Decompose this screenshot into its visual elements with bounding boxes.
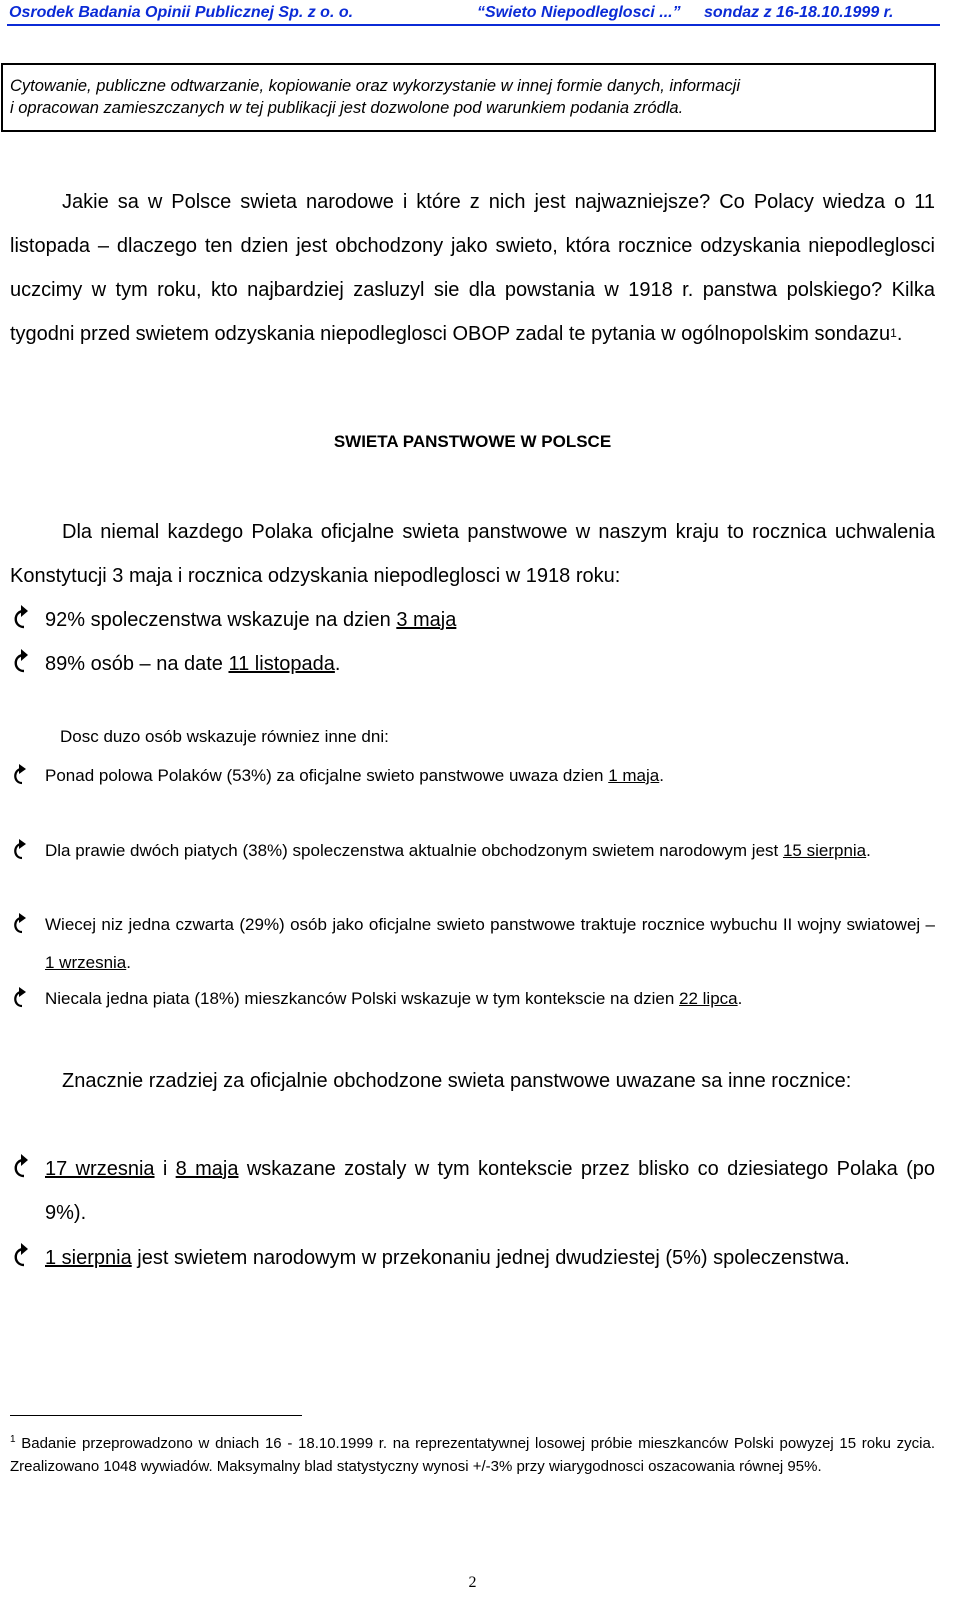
notice-line-1: Cytowanie, publiczne odtwarzanie, kopiowanie oraz wykorzystanie w innej formie danych, informacji bbox=[10, 77, 741, 95]
curved-arrow-right-icon bbox=[10, 832, 34, 870]
other-days-intro: Dosc duzo osób wskazuje równiez inne dni: bbox=[60, 727, 389, 746]
footnote bbox=[10, 1432, 935, 1478]
notice-line-2: i opracowan zamieszczanych w tej publikacji jest dozwolone pod warunkiem podania zródla. bbox=[10, 99, 684, 117]
list-item: 17 wrzesnia i 8 maja wskazane zostaly w tym kontekscie przez blisko co dziesiatego Polaka (po 9%). bbox=[10, 1147, 935, 1235]
curved-arrow-right-icon bbox=[10, 906, 34, 944]
intro-paragraph: Jakie sa w Polsce swieta narodowe i które z nich jest najwazniejsze? Co Polacy wiedza o 11 listopada – dlaczego ten dzien jest obchodzony jako swieto, która rocznice odzyskania niepodleglosci uczcimy w tym roku, kto najbardziej zasluzyl sie dla powstania w 1918 r. panstwa polskiego? Kilka tygodni przed swietem odzyskania niepodleglosci OBOP zadal te pytania w ogólnopolskim sondazu$^1$. bbox=[10, 191, 935, 345]
curved-arrow-right-icon bbox=[10, 1236, 34, 1280]
header-rule bbox=[7, 24, 940, 26]
list-item: Ponad polowa Polaków (53%) za oficjalne swieto panstwowe uwaza dzien 1 maja. bbox=[10, 757, 935, 795]
section-heading: SWIETA PANSTWOWE W POLSCE bbox=[333, 432, 612, 451]
page-number: 2 bbox=[468, 1574, 477, 1591]
curved-arrow-right-icon bbox=[10, 598, 34, 642]
curved-arrow-right-icon bbox=[10, 980, 34, 1018]
list-item: Wiecej niz jedna czwarta (29%) osób jako oficjalne swieto panstwowe traktuje rocznice wybuchu II wojny swiatowej – 1 wrzesnia. bbox=[10, 906, 935, 982]
list-item: 89% osób – na date 11 listopada. bbox=[10, 642, 935, 686]
paragraph-rare-holidays: Znacznie rzadziej za oficjalnie obchodzone swieta panstwowe uwazane sa inne rocznice: bbox=[62, 1070, 852, 1092]
copyright-notice bbox=[1, 63, 936, 132]
footnote-separator bbox=[10, 1415, 302, 1416]
footnote-text: Badanie przeprowadzono w dniach 16 - 18.10.1999 r. na reprezentatywnej losowej próbie mieszkanców Polski powyzej 15 roku zycia. Zrealizowano 1048 wywiadów. Maksymalny blad statystyczny wynosi +/-3% przy wiarygodnosci oszacowania równej 95%. bbox=[10, 1435, 935, 1475]
running-header bbox=[9, 4, 939, 20]
header-org: Osrodek Badania Opinii Publicznej Sp. z o. o. bbox=[9, 4, 354, 21]
list-item: 92% spoleczenstwa wskazuje na dzien 3 maja bbox=[10, 598, 935, 642]
list-item: Niecala jedna piata (18%) mieszkanców Polski wskazuje w tym kontekscie na dzien 22 lipca. bbox=[10, 980, 935, 1018]
footnote-mark: 1 bbox=[10, 1434, 16, 1445]
curved-arrow-right-icon bbox=[10, 1147, 34, 1191]
curved-arrow-right-icon bbox=[10, 642, 34, 686]
header-title: “Swieto Niepodleglosci ...” bbox=[477, 4, 681, 21]
header-survey: sondaz z 16-18.10.1999 r. bbox=[704, 4, 894, 21]
list-item: Dla prawie dwóch piatych (38%) spoleczenstwa aktualnie obchodzonym swietem narodowym jest 15 sierpnia. bbox=[10, 832, 935, 870]
curved-arrow-right-icon bbox=[10, 757, 34, 795]
footnote-ref: 1 bbox=[890, 326, 897, 340]
intro-text: Jakie sa w Polsce swieta narodowe i które z nich jest najwazniejsze? Co Polacy wiedza o 11 listopada – dlaczego ten dzien jest obchodzony jako swieto, która rocznice odzyskania niepodleglosci uczcimy w tym roku, kto najbardziej zasluzyl sie dla powstania w 1918 r. panstwa polskiego? Kilka tygodni przed swietem odzyskania niepodleglosci OBOP zadal te pytania w ogólnopolskim sondazu bbox=[10, 191, 935, 345]
paragraph-official-holidays: Dla niemal kazdego Polaka oficjalne swieta panstwowe w naszym kraju to rocznica uchwalenia Konstytucji 3 maja i rocznica odzyskania niepodleglosci w 1918 roku: bbox=[10, 521, 935, 587]
list-item: 1 sierpnia jest swietem narodowym w przekonaniu jednej dwudziestej (5%) spoleczenstwa. bbox=[10, 1236, 935, 1280]
